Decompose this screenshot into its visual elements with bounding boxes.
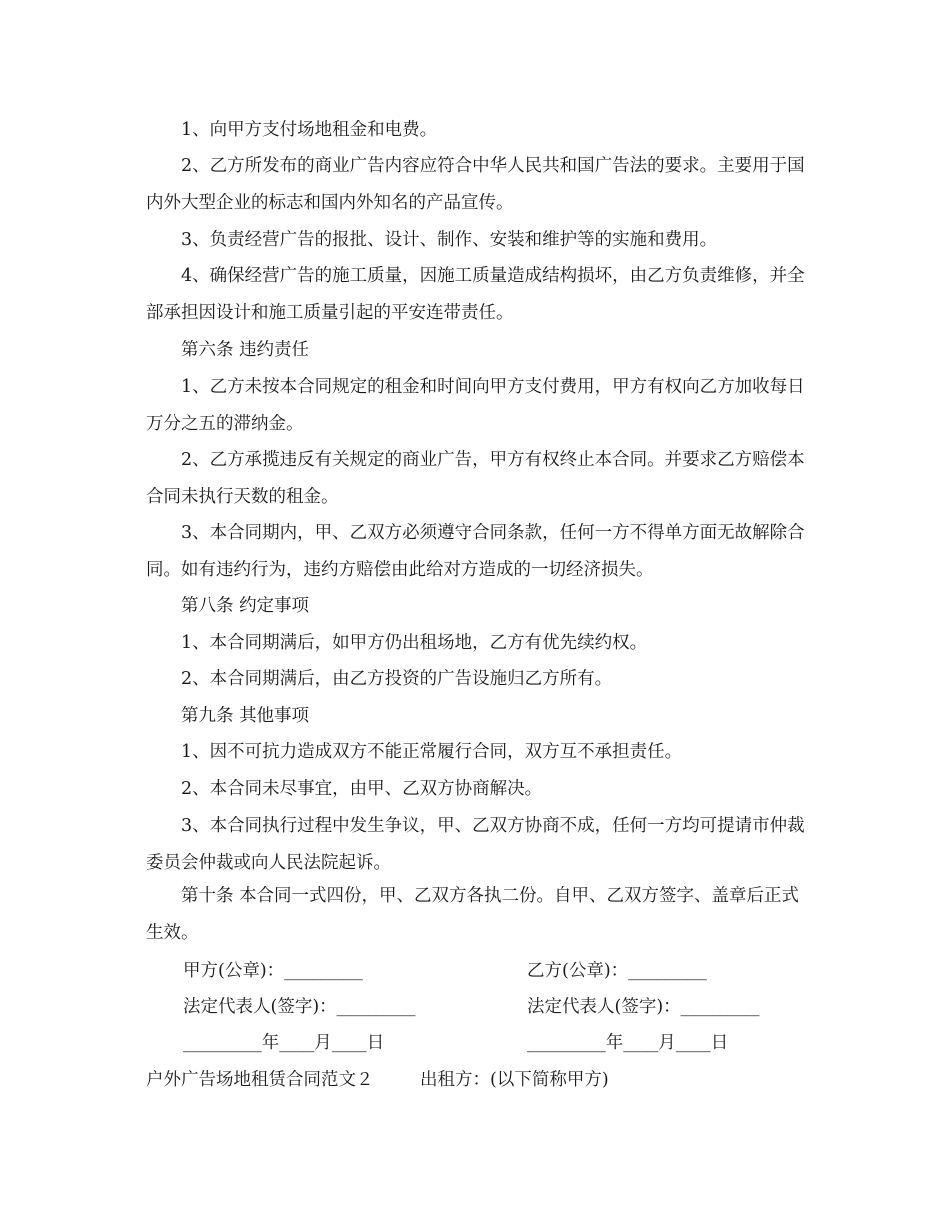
clause-5-item-2: 2、乙方所发布的商业广告内容应符合中华人民共和国广告法的要求。主要用于国内外大型企业的标志和国内外知名的产品宣传。 [146, 156, 805, 213]
clause-9-item-1: 1、因不可抗力造成双方不能正常履行合同，双方互不承担责任。 [181, 742, 683, 762]
party-b-date-field: _________年____月____日 [527, 1033, 729, 1053]
section-6-heading: 第六条 违约责任 [181, 340, 310, 360]
section-9-heading: 第九条 其他事项 [181, 706, 310, 726]
section-8-heading: 第八条 约定事项 [181, 596, 310, 616]
clause-8-item-2: 2、本合同期满后，由乙方投资的广告设施归乙方所有。 [181, 669, 613, 689]
party-a-representative-field: 法定代表人(签字)：_________ [183, 997, 416, 1017]
clause-6-item-1: 1、乙方未按本合同规定的租金和时间向甲方支付费用，甲方有权向乙方加收每日万分之五的滞纳金。 [146, 377, 805, 434]
clause-6-item-2: 2、乙方承揽违反有关规定的商业广告，甲方有权终止本合同。并要求乙方赔偿本合同未执行天数的租金。 [146, 450, 805, 507]
clause-5-item-3: 3、负责经营广告的报批、设计、制作、安装和维护等的实施和费用。 [181, 230, 718, 250]
clause-6-item-3: 3、本合同期内，甲、乙双方必须遵守合同条款，任何一方不得单方面无故解除合同。如有违约行为，违约方赔偿由此给对方造成的一切经济损失。 [146, 523, 805, 580]
next-document-title: 户外广告场地租赁合同范文２ [146, 1070, 374, 1090]
clause-9-item-2: 2、本合同未尽事宜，由甲、乙双方协商解决。 [181, 779, 543, 799]
party-a-seal-field: 甲方(公章)：_________ [183, 961, 363, 981]
clause-5-item-1: 1、向甲方支付场地租金和电费。 [181, 120, 438, 140]
next-document-lessor: 出租方：(以下简称甲方) [420, 1070, 609, 1090]
clause-5-item-4: 4、确保经营广告的施工质量，因施工质量造成结构损坏，由乙方负责维修，并全部承担因设计和施工质量引起的平安连带责任。 [146, 266, 805, 323]
party-b-seal-field: 乙方(公章)：_________ [527, 961, 707, 981]
clause-9-item-3: 3、本合同执行过程中发生争议，甲、乙双方协商不成，任何一方均可提请市仲裁委员会仲裁或向人民法院起诉。 [146, 816, 805, 873]
clause-8-item-1: 1、本合同期满后，如甲方仍出租场地，乙方有优先续约权。 [181, 633, 648, 653]
party-a-date-field: _________年____月____日 [183, 1033, 385, 1053]
party-b-representative-field: 法定代表人(签字)：_________ [527, 997, 760, 1017]
section-10: 第十条 本合同一式四份，甲、乙双方各执二份。自甲、乙双方签字、盖章后正式生效。 [146, 886, 800, 943]
